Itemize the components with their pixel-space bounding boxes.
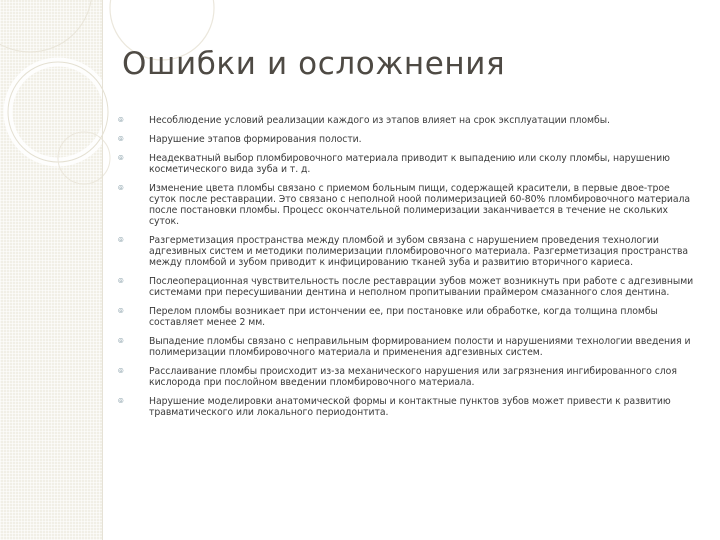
list-item-text: Разгерметизация пространства между пломбой и зубом связана с нарушением проведения технологии адгезивных систем и методики полимеризации пломбировочного материала. Разгерметизация пространства между пломбой и зубом приводит к инфицированию тканей зуба и развитию вторичного кариеса.: [149, 235, 689, 268]
bullet-icon: ⦾: [118, 236, 124, 244]
content-edge-line: [102, 0, 103, 540]
bullet-icon: ⦾: [118, 154, 124, 162]
list-item: [118, 276, 694, 298]
list-item-text: Послеоперационная чувствительность после реставрации зубов может возникнуть при работе с адгезивными системами при пересушивании дентина и неполном пропитывании праймером смазанного слоя дентина.: [149, 276, 694, 298]
bullet-icon: ⦾: [118, 367, 124, 375]
bullet-icon: ⦾: [118, 307, 124, 315]
bullet-icon: ⦾: [118, 337, 124, 345]
list-item: [118, 153, 694, 175]
list-item: [118, 235, 694, 268]
list-item-text: Неадекватный выбор пломбировочного материала приводит к выпадению или сколу пломбы, нарушению косметического вида зуба и т. д.: [149, 153, 670, 175]
bullet-icon: ⦾: [118, 277, 124, 285]
list-item-text: Изменение цвета пломбы связано с приемом больным пищи, содержащей красители, в первые двое-трое суток после реставрации. Это связано с неполной ноой полимеризацией 60-80% пломбировочного материала после постановки пломбы. Процесс окончательной полимеризации заканчивается в течение не скольких суток.: [149, 183, 691, 227]
bullet-icon: ⦾: [118, 397, 124, 405]
list-item: [118, 336, 694, 358]
list-item: [118, 115, 694, 126]
list-item: [118, 183, 694, 227]
list-item-text: Перелом пломбы возникает при истончении ее, при постановке или обработке, когда толщина пломбы составляет менее 2 мм.: [149, 306, 658, 328]
bullet-icon: ⦾: [118, 184, 124, 192]
list-item: [118, 366, 694, 388]
list-item-text: Расслаивание пломбы происходит из-за механического нарушения или загрязнения ингибированного слоя кислорода при послойном введении пломбировочного материала.: [149, 366, 677, 388]
list-item: [118, 396, 694, 418]
list-item: [118, 306, 694, 328]
bullet-icon: ⦾: [118, 116, 124, 124]
list-item-text: Нарушение моделировки анатомической формы и контактные пунктов зубов может привести к развитию травматического или локального периодонтита.: [149, 396, 671, 418]
slide-title: Ошибки и осложнения: [122, 46, 506, 82]
list-item-text: Нарушение этапов формирования полости.: [149, 134, 362, 145]
list-item-text: Несоблюдение условий реализации каждого из этапов влияет на срок эксплуатации пломбы.: [149, 115, 610, 126]
list-item: [118, 134, 694, 145]
decorative-left-band: [0, 0, 102, 540]
list-item-text: Выпадение пломбы связано с неправильным формированием полости и нарушениями технологии введения и полимеризации пломбировочного материала и применения адгезивных систем.: [149, 336, 691, 358]
bullet-icon: ⦾: [118, 135, 124, 143]
bullet-list: [118, 115, 694, 426]
